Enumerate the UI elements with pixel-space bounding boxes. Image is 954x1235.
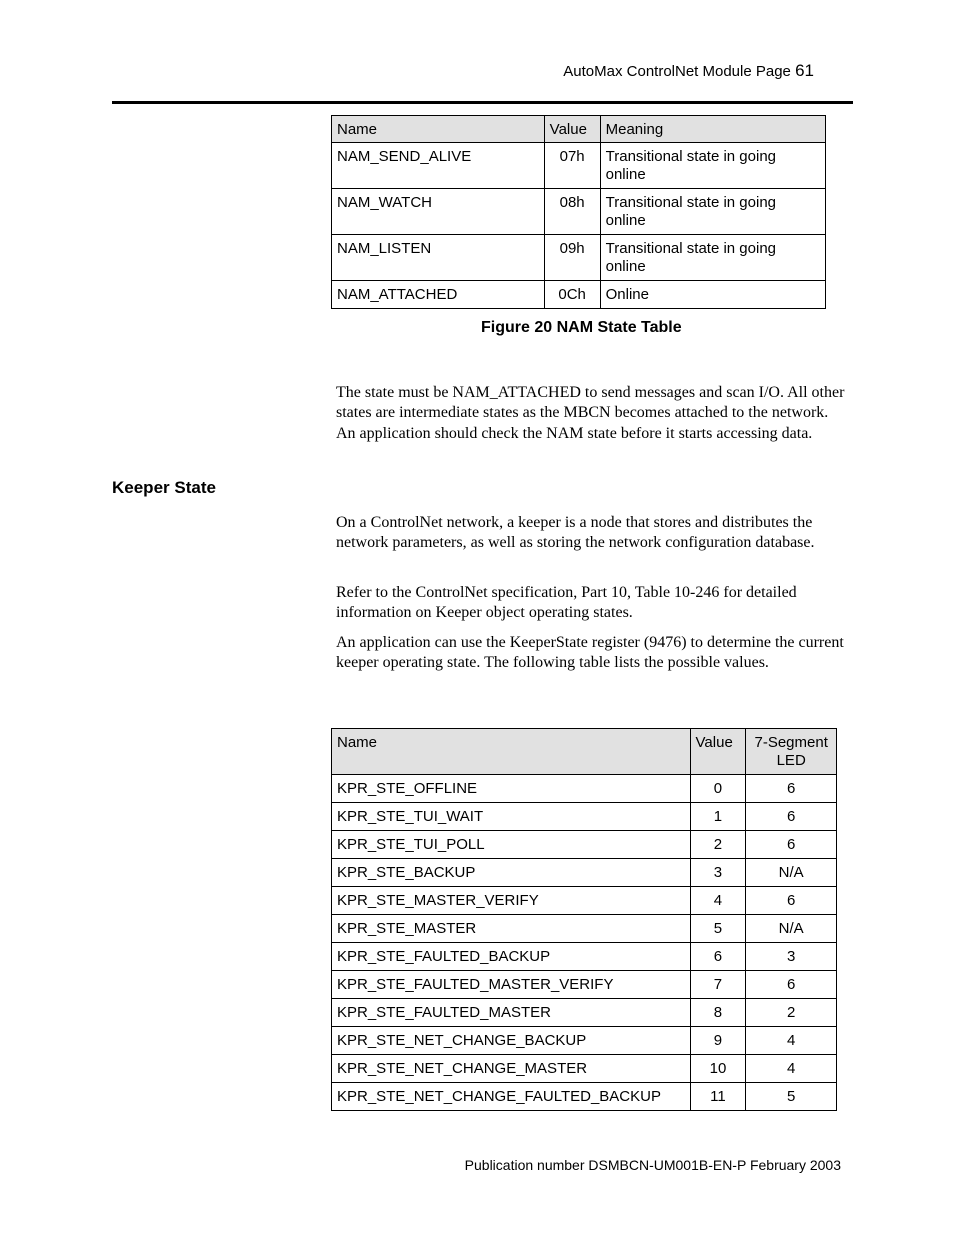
cell-value: 7	[690, 971, 746, 999]
cell-value: 8	[690, 999, 746, 1027]
cell-led: N/A	[746, 859, 837, 887]
table-row	[332, 1027, 837, 1055]
cell-value: 0	[690, 775, 746, 803]
cell-value: 9	[690, 1027, 746, 1055]
cell-led: 6	[746, 831, 837, 859]
page-header	[563, 61, 814, 81]
cell-meaning: Transitional state in going online	[600, 189, 825, 235]
keeper-paragraph-3: An application can use the KeeperState register (9476) to determine the current keeper operating state. The following table lists the possible values.	[336, 634, 844, 672]
cell-led: 4	[746, 1027, 837, 1055]
cell-name: KPR_STE_MASTER_VERIFY	[332, 887, 691, 915]
table-header-row	[332, 116, 826, 143]
cell-meaning: Transitional state in going online	[600, 235, 825, 281]
cell-value: 2	[690, 831, 746, 859]
cell-name: KPR_STE_NET_CHANGE_FAULTED_BACKUP	[332, 1083, 691, 1111]
table-row	[332, 143, 826, 189]
cell-name: NAM_ATTACHED	[332, 281, 545, 309]
keeper-paragraph-1: On a ControlNet network, a keeper is a node that stores and distributes the network parameters, as well as storing the network configuration database.	[336, 514, 815, 552]
cell-value: 11	[690, 1083, 746, 1111]
cell-led: 5	[746, 1083, 837, 1111]
cell-name: KPR_STE_TUI_WAIT	[332, 803, 691, 831]
cell-value: 10	[690, 1055, 746, 1083]
table-row	[332, 859, 837, 887]
cell-name: KPR_STE_MASTER	[332, 915, 691, 943]
table-row	[332, 887, 837, 915]
keeper-state-table	[331, 728, 837, 1111]
cell-name: KPR_STE_FAULTED_MASTER_VERIFY	[332, 971, 691, 999]
cell-name: KPR_STE_OFFLINE	[332, 775, 691, 803]
table-row	[332, 943, 837, 971]
cell-name: KPR_STE_FAULTED_MASTER	[332, 999, 691, 1027]
cell-name: NAM_WATCH	[332, 189, 545, 235]
cell-value: 0Ch	[544, 281, 600, 309]
page-footer: Publication number DSMBCN-UM001B-EN-P February 2003	[464, 1157, 841, 1173]
table-row	[332, 1083, 837, 1111]
column-header-meaning: Meaning	[600, 116, 825, 143]
cell-led: 3	[746, 943, 837, 971]
cell-name: KPR_STE_NET_CHANGE_MASTER	[332, 1055, 691, 1083]
table-row	[332, 281, 826, 309]
column-header-value: Value	[690, 729, 746, 775]
cell-meaning: Online	[600, 281, 825, 309]
section-heading: Keeper State	[112, 478, 216, 497]
cell-name: KPR_STE_NET_CHANGE_BACKUP	[332, 1027, 691, 1055]
cell-value: 1	[690, 803, 746, 831]
cell-value: 09h	[544, 235, 600, 281]
cell-led: N/A	[746, 915, 837, 943]
cell-value: 4	[690, 887, 746, 915]
cell-name: KPR_STE_FAULTED_BACKUP	[332, 943, 691, 971]
table-row	[332, 803, 837, 831]
cell-led: 4	[746, 1055, 837, 1083]
cell-name: KPR_STE_BACKUP	[332, 859, 691, 887]
cell-led: 6	[746, 803, 837, 831]
cell-value: 07h	[544, 143, 600, 189]
cell-led: 2	[746, 999, 837, 1027]
cell-name: KPR_STE_TUI_POLL	[332, 831, 691, 859]
nam-note-paragraph: The state must be NAM_ATTACHED to send messages and scan I/O. All other states are intermediate states as the MBCN becomes attached to the network. An application should check the NAM state before it starts accessing data.	[336, 384, 845, 442]
cell-led: 6	[746, 971, 837, 999]
table-row	[332, 775, 837, 803]
cell-led: 6	[746, 887, 837, 915]
keeper-paragraph-2: Refer to the ControlNet specification, Part 10, Table 10-246 for detailed information on Keeper object operating states.	[336, 584, 797, 622]
table-row	[332, 915, 837, 943]
table-row	[332, 235, 826, 281]
figure-caption: Figure 20 NAM State Table	[481, 319, 682, 336]
cell-value: 6	[690, 943, 746, 971]
cell-value: 5	[690, 915, 746, 943]
header-rule	[112, 101, 853, 104]
cell-value: 3	[690, 859, 746, 887]
table-row	[332, 189, 826, 235]
column-header-name: Name	[332, 116, 545, 143]
column-header-led: 7-Segment LED	[746, 729, 837, 775]
table-row	[332, 1055, 837, 1083]
table-row	[332, 971, 837, 999]
cell-name: NAM_LISTEN	[332, 235, 545, 281]
cell-meaning: Transitional state in going online	[600, 143, 825, 189]
table-header-row	[332, 729, 837, 775]
cell-name: NAM_SEND_ALIVE	[332, 143, 545, 189]
page-number: 61	[795, 61, 814, 80]
nam-state-table	[331, 115, 826, 309]
column-header-value: Value	[544, 116, 600, 143]
cell-led: 6	[746, 775, 837, 803]
column-header-name: Name	[332, 729, 691, 775]
table-row	[332, 831, 837, 859]
header-title: AutoMax ControlNet Module Page	[563, 63, 791, 80]
cell-value: 08h	[544, 189, 600, 235]
table-row	[332, 999, 837, 1027]
